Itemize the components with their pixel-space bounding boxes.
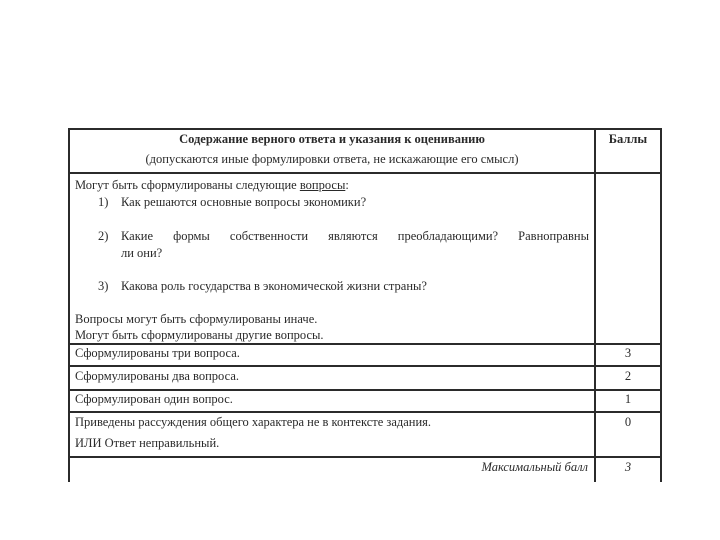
answer-intro: Могут быть сформулированы следующие вопросы: [75,178,349,192]
row-divider [68,343,662,345]
max-score-label: Максимальный балл [481,460,588,474]
criterion-text: Сформулирован один вопрос. [75,392,233,406]
question-2-number: 2) [98,229,109,243]
question-3-number: 3) [98,279,109,293]
criterion-score: 0 [624,415,632,429]
grading-table [68,128,662,482]
criterion-score: 3 [624,346,632,360]
row-divider [68,389,662,391]
max-score-value: 3 [624,460,632,474]
question-2-text-line2: ли они? [121,246,163,260]
content-column-title: Содержание верного ответа и указания к оцениванию [179,132,485,146]
criterion-text: Сформулированы три вопроса. [75,346,240,360]
criterion-score: 1 [624,392,632,406]
criterion-text: Сформулированы два вопроса. [75,369,239,383]
row-divider [68,411,662,413]
criterion-text-alt: ИЛИ Ответ неправильный. [75,436,220,450]
question-2-text-line1: Какие формы собственности являются преобладающими? Равноправны [121,229,589,243]
row-divider [68,456,662,458]
table-right-border [660,128,662,482]
answer-note-1: Вопросы могут быть сформулированы иначе. [75,312,318,326]
row-divider [68,172,662,174]
question-3-text: Какова роль государства в экономической жизни страны? [121,279,427,293]
content-column-subtitle: (допускаются иные формулировки ответа, не искажающие его смысл) [145,152,519,166]
criterion-text: Приведены рассуждения общего характера не в контексте задания. [75,415,432,429]
table-top-border [68,128,662,130]
answer-note-2: Могут быть сформулированы другие вопросы. [75,328,324,342]
criterion-score: 2 [624,369,632,383]
score-column-title: Баллы [608,132,648,146]
question-1-number: 1) [98,195,109,209]
row-divider [68,365,662,367]
question-1-text: Как решаются основные вопросы экономики? [121,195,367,209]
table-left-border [68,128,70,482]
